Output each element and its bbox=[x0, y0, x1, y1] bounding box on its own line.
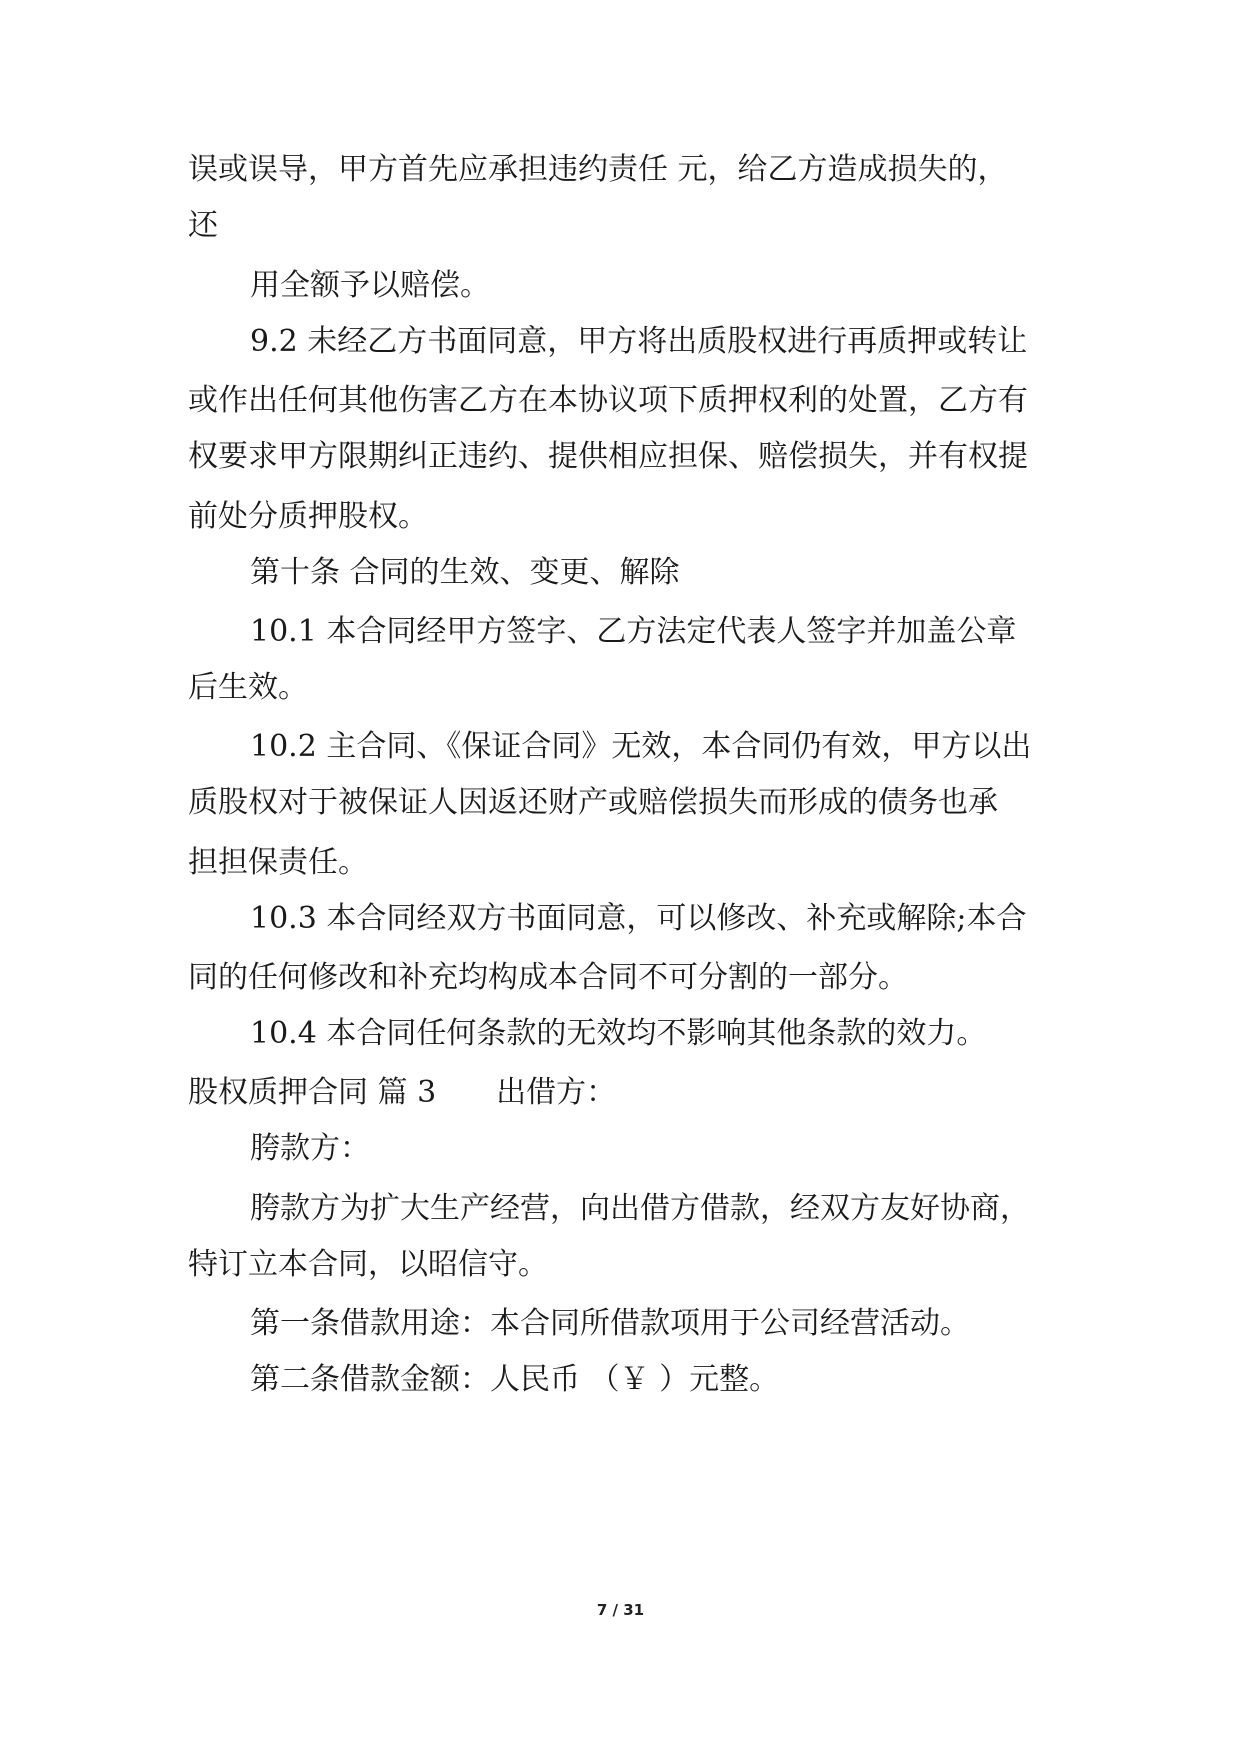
text-line: 权要求甲方限期纠正违约、提供相应担保、赔偿损失，并有权提 bbox=[188, 439, 1028, 474]
text-line: 第二条借款金额：人民币 （￥ ）元整。 bbox=[250, 1362, 780, 1397]
text-line: 质股权对于被保证人因返还财产或赔偿损失而形成的债务也承 bbox=[188, 785, 998, 820]
text-line: 误或误导，甲方首先应承担违约责任 元，给乙方造成损失的， bbox=[188, 152, 1008, 187]
text-line: 10.1 本合同经甲方签字、乙方法定代表人签字并加盖公章 bbox=[250, 614, 1017, 649]
text-line: 10.2 主合同、《保证合同》无效，本合同仍有效，甲方以出 bbox=[250, 729, 1032, 764]
section-heading: 股权质押合同 篇 3 出借方： bbox=[188, 1075, 617, 1110]
text-line: 10.4 本合同任何条款的无效均不影响其他条款的效力。 bbox=[250, 1016, 987, 1051]
text-line: 后生效。 bbox=[188, 670, 308, 705]
text-line: 第一条借款用途：本合同所借款项用于公司经营活动。 bbox=[250, 1306, 970, 1341]
text-line: 胯款方为扩大生产经营，向出借方借款，经双方友好协商， bbox=[250, 1191, 1030, 1226]
text-line: 担担保责任。 bbox=[188, 845, 368, 880]
text-line: 特订立本合同，以昭信守。 bbox=[188, 1247, 548, 1282]
text-line: 9.2 未经乙方书面同意，甲方将出质股权进行再质押或转让 bbox=[250, 324, 1028, 359]
text-line: 或作出任何其他伤害乙方在本协议项下质押权利的处置，乙方有 bbox=[188, 383, 1028, 418]
text-line: 用全额予以赔偿。 bbox=[250, 268, 490, 303]
text-line: 前处分质押股权。 bbox=[188, 499, 428, 534]
text-line: 还 bbox=[188, 208, 218, 243]
text-line: 同的任何修改和补充均构成本合同不可分割的一部分。 bbox=[188, 960, 908, 995]
page-number: 7 / 31 bbox=[596, 1601, 645, 1619]
section-heading: 第十条 合同的生效、变更、解除 bbox=[250, 555, 680, 590]
text-line: 10.3 本合同经双方书面同意，可以修改、补充或解除;本合 bbox=[250, 901, 1027, 936]
text-line: 胯款方： bbox=[250, 1131, 370, 1166]
